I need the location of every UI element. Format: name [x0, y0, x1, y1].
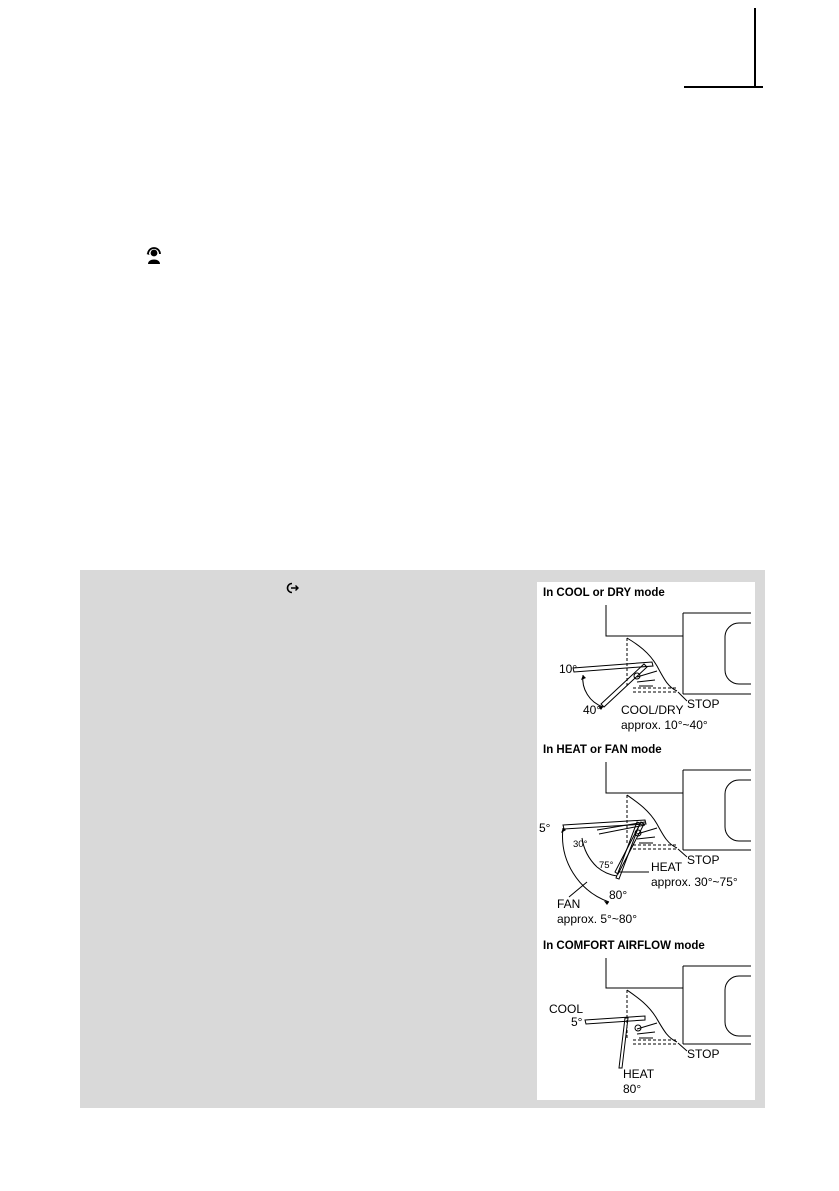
- unit-outline: [606, 762, 751, 850]
- unit-outline: [606, 605, 751, 694]
- heat-fan-title: In HEAT or FAN mode: [543, 744, 662, 756]
- heat-range-name: HEAT: [651, 860, 683, 874]
- cool-range-value: approx. 10°~40°: [621, 718, 708, 732]
- comfort-cool-label: COOL: [549, 1002, 584, 1016]
- fan-range-name: FAN: [557, 897, 581, 911]
- cool-dry-title: In COOL or DRY mode: [543, 587, 665, 599]
- comfort-cool-angle: 5°: [571, 1015, 583, 1029]
- louver: [573, 662, 657, 707]
- cool-angle-top-label: 10°: [559, 662, 578, 676]
- angle-80-label: 80°: [609, 888, 628, 902]
- angle-75-label: 75°: [599, 860, 614, 871]
- cool-stop-label: STOP: [687, 697, 720, 711]
- crop-mark-horizontal: [684, 86, 763, 88]
- cool-dry-section: [543, 587, 751, 732]
- fan-range-value: approx. 5°~80°: [557, 912, 637, 926]
- heat-fan-section: [539, 744, 751, 926]
- comfort-heat-angle: 80°: [623, 1082, 642, 1096]
- unit-outline: [606, 958, 751, 1044]
- angle-30-label: 30°: [573, 839, 588, 850]
- comfort-heat-label: HEAT: [623, 1067, 655, 1081]
- heat-stop-label: STOP: [687, 853, 720, 867]
- airflow-icon: [285, 582, 299, 594]
- crop-mark-vertical: [754, 8, 756, 87]
- comfort-stop-label: STOP: [687, 1047, 720, 1061]
- cool-range-name: COOL/DRY: [621, 703, 684, 717]
- cool-angle-bottom-label: 40°: [583, 703, 602, 717]
- louver: [585, 1016, 657, 1068]
- comfort-airflow-section: [543, 940, 751, 1096]
- heat-range-value: approx. 30°~75°: [651, 875, 738, 889]
- comfort-title: In COMFORT AIRFLOW mode: [543, 940, 705, 952]
- angle-5-label: 5°: [539, 821, 551, 835]
- person-headset-icon: [144, 245, 164, 265]
- louver-angle-diagram: [537, 582, 755, 1100]
